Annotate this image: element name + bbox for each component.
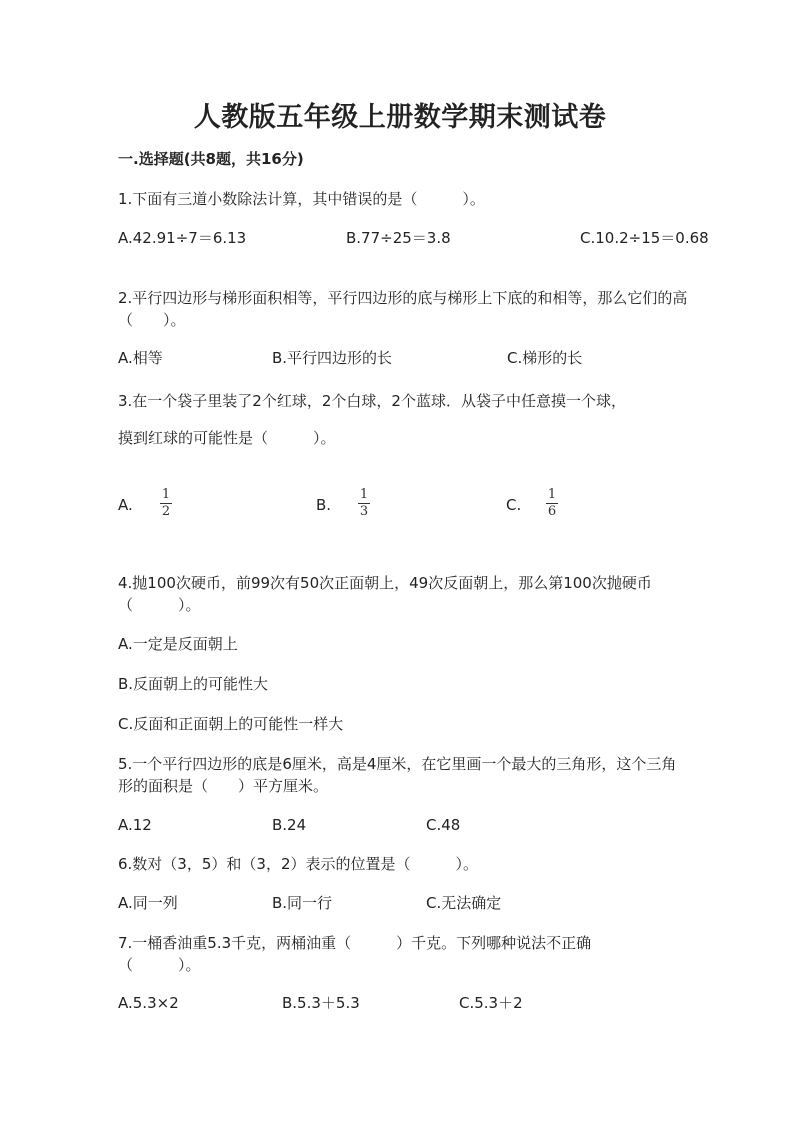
question-1-option-c: C.10.2÷15＝0.68	[580, 229, 709, 247]
question-2-option-b: B.平行四边形的长	[272, 349, 393, 367]
question-1-stem: 1.下面有三道小数除法计算，其中错误的是（ ）。	[118, 190, 485, 208]
question-3-option-c-label: C.	[506, 496, 522, 514]
question-4-stem: 4.抛100次硬币，前99次有50次正面朝上，49次反面朝上，那么第100次抛硬币（ ）。	[118, 574, 652, 614]
question-6-option-b: B.同一行	[272, 894, 333, 912]
question-6-stem: 6.数对（3，5）和（3，2）表示的位置是（ ）。	[118, 855, 478, 873]
question-1-option-b: B.77÷25＝3.8	[346, 229, 451, 247]
fraction-numerator: 1	[547, 487, 557, 502]
fraction-numerator: 1	[359, 487, 369, 502]
question-5-option-c: C.48	[426, 816, 461, 834]
question-2-option-c: C.梯形的长	[507, 349, 583, 367]
question-3-stem-line1: 3.在一个袋子里装了2个红球，2个白球，2个蓝球．从袋子中任意摸一个球，	[118, 392, 626, 410]
question-3-stem-line2: 摸到红球的可能性是（ ）。	[118, 429, 336, 447]
fraction-denominator: 6	[547, 504, 557, 519]
question-7-option-a: A.5.3×2	[118, 994, 179, 1012]
fraction-denominator: 3	[359, 504, 369, 519]
question-7-option-b: B.5.3＋5.3	[282, 994, 360, 1012]
question-3-option-b-label: B.	[316, 496, 332, 514]
question-2-option-a: A.相等	[118, 349, 163, 367]
question-6-option-a: A.同一列	[118, 894, 178, 912]
fraction-denominator: 2	[161, 504, 171, 519]
question-5-stem: 5.一个平行四边形的底是6厘米，高是4厘米，在它里画一个最大的三角形，这个三角形的面积是（ ）平方厘米。	[118, 755, 677, 795]
question-5-option-b: B.24	[272, 816, 307, 834]
question-2-stem: 2.平行四边形与梯形面积相等，平行四边形的底与梯形上下底的和相等，那么它们的高（ ）。	[118, 289, 688, 329]
question-6-option-c: C.无法确定	[426, 894, 502, 912]
question-3-option-c-fraction	[546, 488, 558, 519]
question-5-option-a: A.12	[118, 816, 152, 834]
question-7-stem: 7.一桶香油重5.3千克，两桶油重（ ）千克。下列哪种说法不正确（ ）。	[118, 934, 592, 974]
fraction-numerator: 1	[161, 487, 171, 502]
question-3-option-a-label: A.	[118, 496, 133, 514]
question-1-option-a: A.42.91÷7＝6.13	[118, 229, 247, 247]
question-3-option-a-fraction	[160, 488, 172, 519]
question-4-option-c: C.反面和正面朝上的可能性一样大	[118, 715, 344, 733]
question-4-option-a: A.一定是反面朝上	[118, 635, 238, 653]
question-3-option-b-fraction	[358, 488, 370, 519]
question-4-option-b: B.反面朝上的可能性大	[118, 675, 269, 693]
question-7-option-c: C.5.3＋2	[459, 994, 523, 1012]
section-heading: 一.选择题(共8题，共16分)	[118, 150, 304, 168]
page-title: 人教版五年级上册数学期末测试卷	[193, 102, 607, 133]
